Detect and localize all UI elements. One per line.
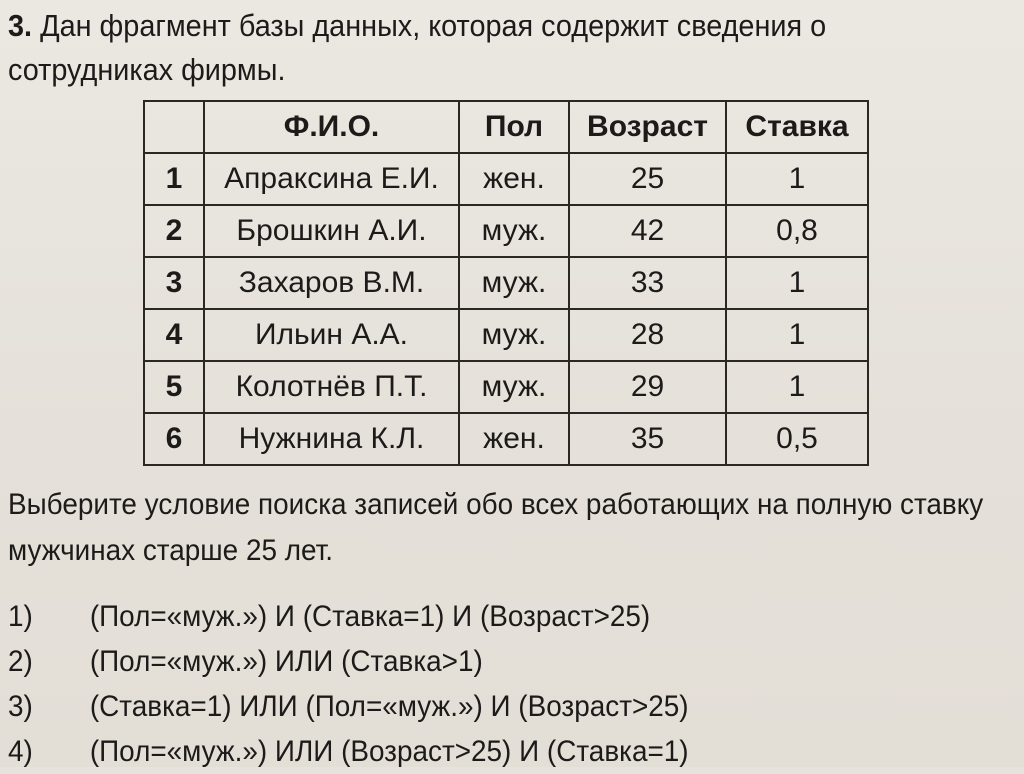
row-index: 5: [144, 361, 204, 413]
header-sex: Пол: [459, 101, 569, 153]
row-index: 1: [144, 153, 204, 205]
task-number: 3.: [8, 8, 33, 43]
row-index: 6: [144, 413, 204, 465]
table-row: [144, 205, 868, 257]
row-rate: 1: [726, 361, 868, 413]
task-statement: [8, 4, 943, 92]
row-index: 3: [144, 257, 204, 309]
row-index: 2: [144, 205, 204, 257]
header-fio: Ф.И.О.: [204, 101, 459, 153]
question-text: [8, 482, 1012, 574]
option-number: 2): [8, 645, 33, 678]
option-number: 3): [8, 690, 33, 723]
option-number: 4): [8, 735, 33, 768]
table-header-row: [144, 101, 868, 153]
row-age: 35: [569, 413, 726, 465]
row-age: 25: [569, 153, 726, 205]
header-age: Возраст: [569, 101, 726, 153]
row-fio: Захаров В.М.: [204, 257, 459, 309]
row-age: 33: [569, 257, 726, 309]
row-age: 42: [569, 205, 726, 257]
option-text: (Пол=«муж.») ИЛИ (Возраст>25) И (Ставка=1): [89, 735, 689, 768]
answer-option-4[interactable]: [8, 729, 689, 774]
row-sex: муж.: [459, 257, 569, 309]
question-line-2: мужчинах старше 25 лет.: [8, 534, 334, 567]
row-rate: 1: [726, 257, 868, 309]
row-sex: муж.: [459, 309, 569, 361]
row-rate: 1: [726, 153, 868, 205]
answer-option-2[interactable]: [8, 639, 689, 684]
table-row: [144, 309, 868, 361]
header-rate: Ставка: [726, 101, 868, 153]
answer-option-1[interactable]: [8, 594, 689, 639]
row-age: 28: [569, 309, 726, 361]
row-age: 29: [569, 361, 726, 413]
row-sex: жен.: [459, 413, 569, 465]
row-fio: Ильин А.А.: [204, 309, 459, 361]
answer-option-3[interactable]: [8, 684, 689, 729]
row-rate: 0,8: [726, 205, 868, 257]
row-sex: муж.: [459, 205, 569, 257]
table-row: [144, 413, 868, 465]
row-rate: 0,5: [726, 413, 868, 465]
row-sex: жен.: [459, 153, 569, 205]
task-text: Дан фрагмент базы данных, которая содержит сведения о сотрудниках фирмы.: [8, 8, 827, 87]
header-index: [144, 101, 204, 153]
question-line-1: Выберите условие поиска записей обо всех работающих на полную ставку: [8, 488, 984, 521]
row-fio: Колотнёв П.Т.: [204, 361, 459, 413]
table-row: [144, 361, 868, 413]
row-fio: Апраксина Е.И.: [204, 153, 459, 205]
option-text: (Пол=«муж.») ИЛИ (Ставка>1): [89, 645, 483, 678]
option-number: 1): [8, 600, 33, 633]
table-row: [144, 257, 868, 309]
table-row: [144, 153, 868, 205]
row-index: 4: [144, 309, 204, 361]
row-fio: Нужнина К.Л.: [204, 413, 459, 465]
employee-table: [143, 100, 869, 466]
row-sex: муж.: [459, 361, 569, 413]
row-fio: Брошкин А.И.: [204, 205, 459, 257]
answer-options: [8, 594, 689, 774]
option-text: (Пол=«муж.») И (Ставка=1) И (Возраст>25): [89, 600, 651, 633]
option-text: (Ставка=1) ИЛИ (Пол=«муж.») И (Возраст>25): [89, 690, 689, 723]
row-rate: 1: [726, 309, 868, 361]
